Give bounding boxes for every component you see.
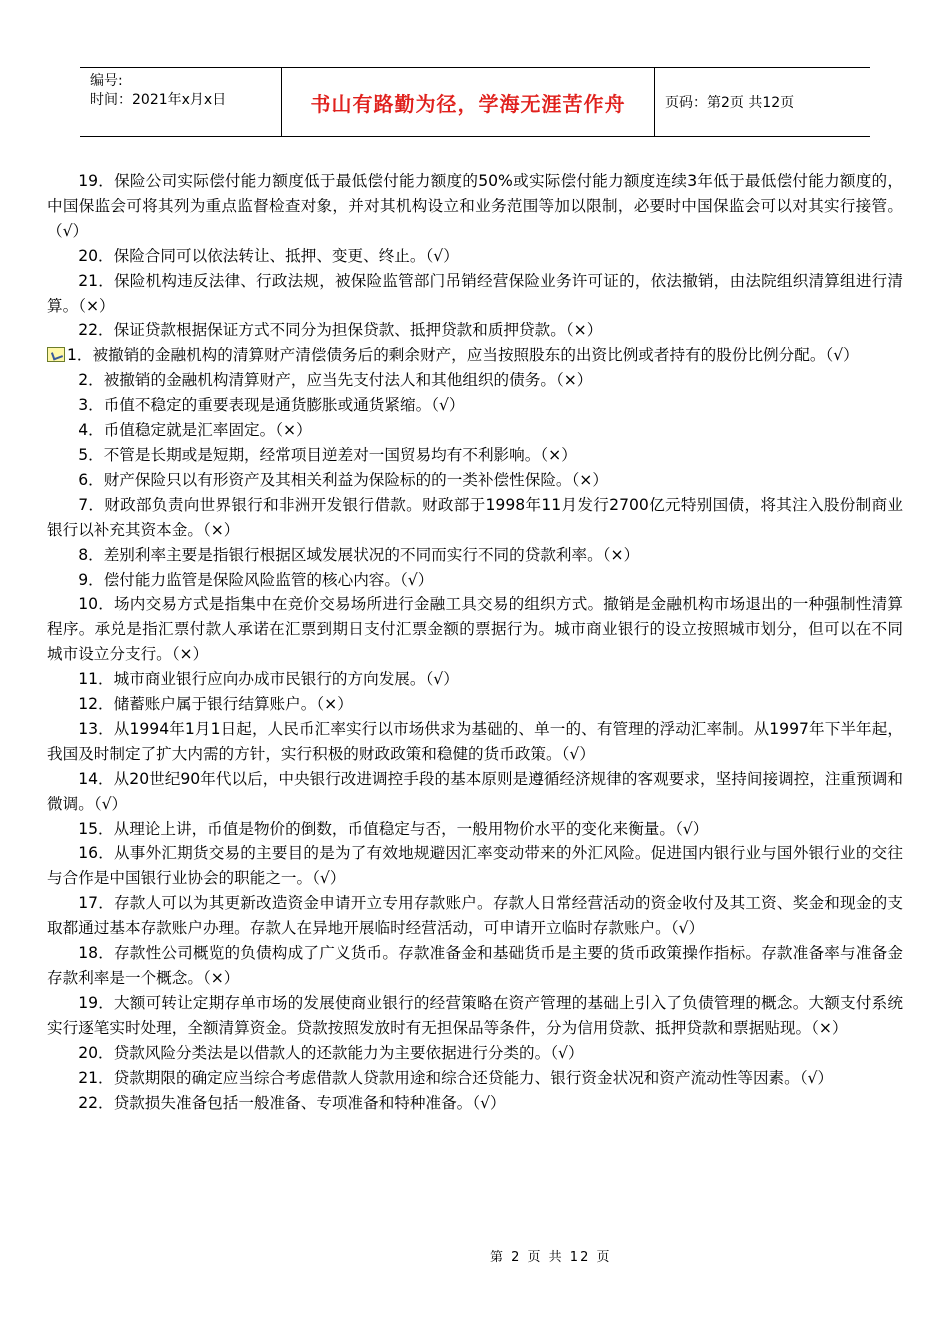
paragraph: 4．币值稳定就是汇率固定。（×） xyxy=(78,421,312,440)
header-date-label: 时间：2021年x月x日 xyxy=(90,92,227,108)
paragraph: 2．被撤销的金融机构清算财产，应当先支付法人和其他组织的债务。（×） xyxy=(78,371,593,390)
paragraph: 14．从20世纪90年代以后，中央银行改进调控手段的基本原则是遵循经济规律的客观要求，坚持间接调控，注重预调和微调。（√） xyxy=(47,769,903,813)
paragraph: 7．财政部负责向世界银行和非洲开发银行借款。财政部于1998年11月发行2700亿元特别国债，将其注入股份制商业银行以补充其资本金。（×） xyxy=(47,495,903,539)
header-page-cell xyxy=(655,68,870,136)
paragraph: 22．保证贷款根据保证方式不同分为担保贷款、抵押贷款和质押贷款。（×） xyxy=(78,321,603,340)
header-meta xyxy=(80,68,282,136)
paragraph: 15．从理论上讲，币值是物价的倒数，币值稳定与否，一般用物价水平的变化来衡量。（√） xyxy=(78,819,709,838)
document-body xyxy=(47,169,903,1115)
footer-page-number: 第 2 页 共 12 页 xyxy=(490,1250,612,1265)
paragraph: 6．财产保险只以有形资产及其相关利益为保险标的的一类补偿性保险。（×） xyxy=(78,470,608,489)
paragraph: 9．偿付能力监管是保险风险监管的核心内容。（√） xyxy=(78,570,434,589)
page-footer xyxy=(0,1246,950,1265)
paragraph: 3．币值不稳定的重要表现是通货膨胀或通货紧缩。（√） xyxy=(78,396,465,415)
paragraph: 18．存款性公司概览的负债构成了广义货币。存款准备金和基础货币是主要的货币政策操作指标。存款准备率与准备金存款利率是一个概念。（×） xyxy=(47,944,903,987)
paragraph: 11．城市商业银行应向办成市民银行的方向发展。（√） xyxy=(78,670,459,689)
header-page-label: 页码：第2页 共12页 xyxy=(665,95,795,111)
paragraph: 5．不管是长期或是短期，经常项目逆差对一国贸易均有不利影响。（×） xyxy=(78,445,577,464)
paragraph: 19．大额可转让定期存单市场的发展使商业银行的经营策略在资产管理的基础上引入了负债管理的概念。大额支付系统实行逐笔实时处理，全额清算资金。贷款按照发放时有无担保品等条件，分为信用贷款、抵押贷款和票据贴现。（×） xyxy=(47,993,903,1037)
paragraph: 16．从事外汇期货交易的主要目的是为了有效地规避因汇率变动带来的外汇风险。促进国内银行业与国外银行业的交往与合作是中国银行业协会的职能之一。（√） xyxy=(47,844,903,888)
paragraph: 22．贷款损失准备包括一般准备、专项准备和特种准备。（√） xyxy=(78,1093,506,1112)
paragraph: 21．保险机构违反法律、行政法规，被保险监管部门吊销经营保险业务许可证的，依法撤销，由法院组织清算组进行清算。（×） xyxy=(47,271,903,315)
paragraph: 19．保险公司实际偿付能力额度低于最低偿付能力额度的50%或实际偿付能力额度连续3年低于最低偿付能力额度的，中国保监会可将其列为重点监督检查对象，并对其机构设立和业务范围等加以限制，必要时中国保监会可以对其实行接管。（√） xyxy=(47,172,903,240)
paragraph-text: 1．被撤销的金融机构的清算财产清偿债务后的剩余财产，应当按照股东的出资比例或者持有的股份比例分配。（√） xyxy=(67,346,859,365)
paragraph-with-note xyxy=(47,343,903,368)
paragraph: 12．储蓄账户属于银行结算账户。（×） xyxy=(78,695,353,714)
paragraph: 20．保险合同可以依法转让、抵押、变更、终止。（√） xyxy=(78,246,459,265)
page-header xyxy=(80,67,870,137)
paragraph: 10．场内交易方式是指集中在竞价交易场所进行金融工具交易的组织方式。撤销是金融机构市场退出的一种强制性清算程序。承兑是指汇票付款人承诺在汇票到期日支付汇票金额的票据行为。城市商业银行的设立按照城市划分，但可以在不同城市设立分支行。（×） xyxy=(47,595,903,664)
paragraph: 21．贷款期限的确定应当综合考虑借款人贷款用途和综合还贷能力、银行资金状况和资产流动性等因素。（√） xyxy=(78,1068,834,1087)
paragraph: 20．贷款风险分类法是以借款人的还款能力为主要依据进行分类的。（√） xyxy=(78,1043,584,1062)
header-motto: 书山有路勤为径，学海无涯苦作舟 xyxy=(310,91,626,116)
paragraph: 8．差别利率主要是指银行根据区域发展状况的不同而实行不同的贷款利率。（×） xyxy=(78,545,640,564)
header-number-label: 编号: xyxy=(90,73,123,89)
paragraph: 17．存款人可以为其更新改造资金申请开立专用存款账户。存款人日常经营活动的资金收付及其工资、奖金和现金的支取都通过基本存款账户办理。存款人在异地开展临时经营活动，可申请开立临时存款账户。（√） xyxy=(47,894,903,938)
paragraph: 13．从1994年1月1日起，人民币汇率实行以市场供求为基础的、单一的、有管理的浮动汇率制。从1997年下半年起，我国及时制定了扩大内需的方针，实行积极的财政政策和稳健的货币政策。（√） xyxy=(47,719,903,763)
comment-note-icon[interactable] xyxy=(47,347,65,362)
header-motto-cell xyxy=(282,68,655,136)
